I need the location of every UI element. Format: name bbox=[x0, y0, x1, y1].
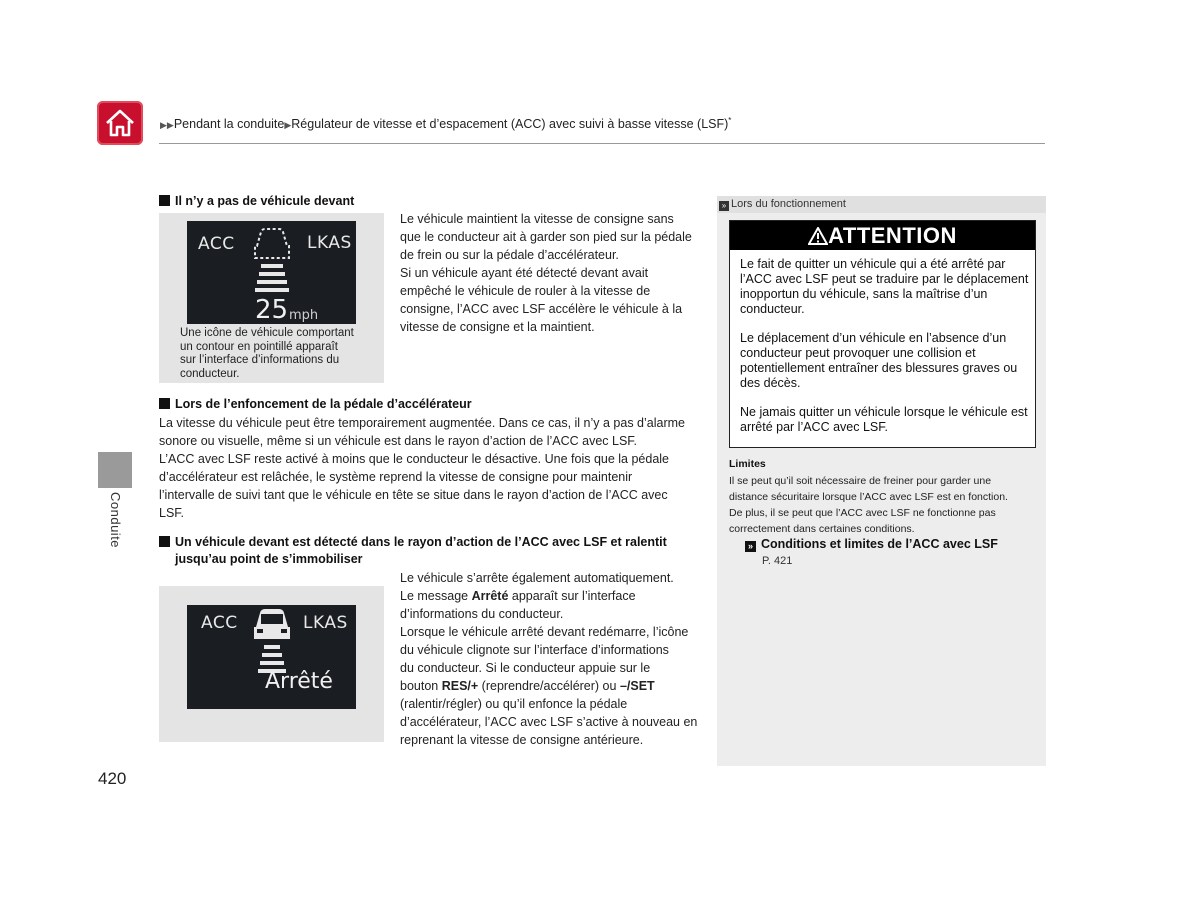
acc-indicator: ACC bbox=[198, 234, 235, 254]
header-divider bbox=[159, 143, 1045, 144]
sidebar-title: » Lors du fonctionnement bbox=[717, 196, 1046, 213]
stopped-message: Arrêté bbox=[265, 669, 333, 694]
home-icon bbox=[104, 107, 136, 139]
lkas-indicator: LKAS bbox=[303, 613, 348, 633]
footnote-mark: * bbox=[728, 116, 732, 125]
warning-heading: ATTENTION bbox=[730, 221, 1035, 250]
page-number: 420 bbox=[98, 769, 127, 788]
square-bullet-icon bbox=[159, 195, 170, 206]
chapter-tab[interactable] bbox=[98, 452, 132, 488]
warning-box bbox=[729, 220, 1036, 448]
display-screen-2 bbox=[187, 605, 356, 709]
acc-indicator: ACC bbox=[201, 613, 238, 633]
section1-text: Le véhicule maintient la vitesse de consigne sans que le conducteur ait à garder son pied sur la pédale de frein ou sur la pédale d’accélérateur. Si un véhicule ayant été détecté devant avait empêché le véhicule de rouler à la vitesse de consigne, l’ACC avec LSF accélère le véhicule à la vitesse de consigne et la maintient. bbox=[400, 212, 692, 334]
section-heading-vehicle-stop: Un véhicule devant est détecté dans le rayon d’action de l’ACC avec LSF et ralentit jusqu’au point de s’immobiliser bbox=[159, 534, 704, 568]
breadcrumb: ▶▶Pendant la conduite▶Régulateur de vitesse et d’espacement (ACC) avec suivi à basse vitesse (LSF)* bbox=[160, 116, 732, 132]
display-screen-1 bbox=[187, 221, 356, 324]
warning-text: Le fait de quitter un véhicule qui a été arrêté par l’ACC avec LSF peut se traduire par le déplacement inopportun du véhicule, sans la maîtrise d’un conducteur. Le déplacement d’un véhicule en l’absence d’un conducteur peut provoquer une collision et potentiellement entraîner des blessures graves ou des décès. Ne jamais quitter un véhicule lorsque le véhicule est arrêté par l’ACC avec LSF. bbox=[740, 257, 1029, 434]
double-arrow-icon: » bbox=[719, 201, 729, 211]
home-button[interactable] bbox=[97, 101, 143, 145]
breadcrumb-item[interactable]: Pendant la conduite bbox=[173, 117, 285, 132]
section-heading-no-vehicle: Il n’y a pas de véhicule devant bbox=[159, 193, 354, 210]
lkas-indicator: LKAS bbox=[307, 233, 352, 253]
square-bullet-icon bbox=[159, 536, 170, 547]
figure-caption-1: Une icône de véhicule comportant un contour en pointillé apparaît sur l’interface d’informations du conducteur. bbox=[180, 327, 354, 380]
square-bullet-icon bbox=[159, 398, 170, 409]
speed-unit: mph bbox=[289, 308, 319, 323]
reference-arrow-icon: » bbox=[745, 541, 756, 552]
dotted-vehicle-icon bbox=[249, 224, 295, 296]
section2-text: La vitesse du véhicule peut être temporairement augmentée. Dans ce cas, il n’y a pas d’alarme sonore ou visuelle, même si un véhicule est dans le rayon d’action de l’ACC avec LSF. L’ACC avec LSF reste activé à moins que le conducteur le désactive. Une fois que la pédale d’accélérateur est relâchée, le système reprend la vitesse de consigne pour maintenir l’intervalle de suivi tant que le véhicule en tête se situe dans le rayon d’action de l’ACC avec LSF. bbox=[159, 416, 685, 520]
vehicle-ahead-icon bbox=[247, 605, 297, 673]
reference-link[interactable]: » Conditions et limites de l’ACC avec LSF bbox=[745, 537, 998, 552]
limits-heading: Limites bbox=[729, 458, 766, 470]
section-heading-accelerator: Lors de l’enfoncement de la pédale d’accélérateur bbox=[159, 396, 472, 413]
breadcrumb-item[interactable]: Régulateur de vitesse et d’espacement (ACC) avec suivi à basse vitesse (LSF) bbox=[291, 117, 729, 132]
limits-text: Il se peut qu’il soit nécessaire de freiner pour garder une distance sécuritaire lorsque l’ACC avec LSF est en fonction. De plus, il se peut que l’ACC avec LSF ne fonctionne pas correctement dans certaines conditions. bbox=[729, 475, 1008, 535]
reference-page[interactable]: P. 421 bbox=[762, 555, 793, 567]
set-speed-value: 25 bbox=[255, 295, 289, 325]
warning-triangle-icon bbox=[808, 227, 828, 245]
chapter-label: Conduite bbox=[108, 492, 123, 549]
section3-text: Le véhicule s’arrête également automatiquement. Le message Arrêté apparaît sur l’interface d’informations du conducteur. Lorsque le véhicule arrêté devant redémarre, l’icône du véhicule clignote sur l’interface d’informations du conducteur. Si le conducteur appuie sur le bouton RES/+ (reprendre/accélérer) ou –/SET (ralentir/régler) ou qu’il enfonce la pédale d’accélérateur, l’ACC avec LSF s’active à nouveau en reprenant la vitesse de consigne antérieure. bbox=[400, 571, 698, 747]
